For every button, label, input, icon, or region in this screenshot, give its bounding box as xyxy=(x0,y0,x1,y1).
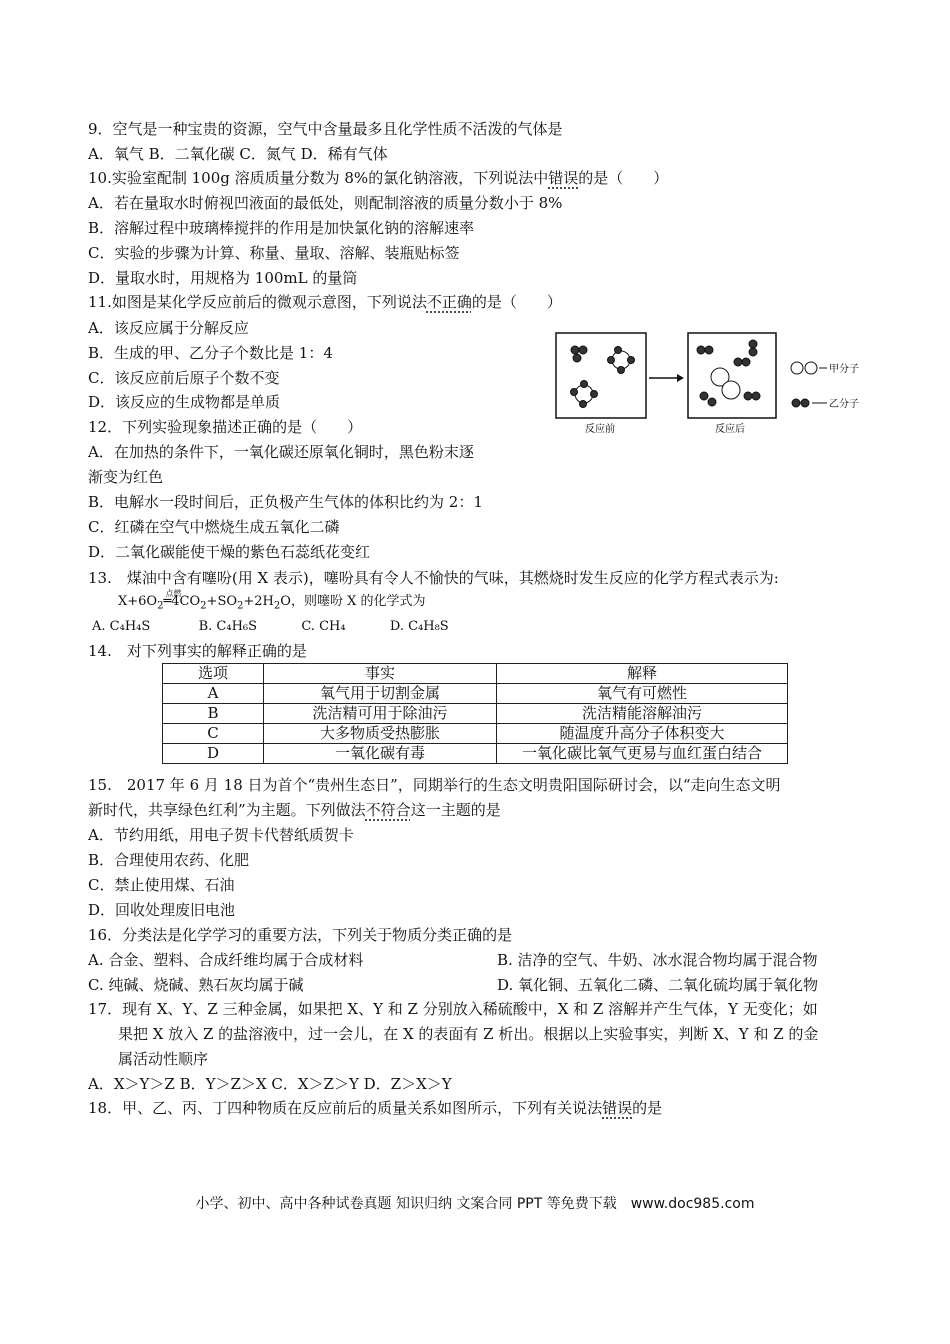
q9-stem: 9．空气是一种宝贵的资源，空气中含量最多且化学性质不活泼的气体是 xyxy=(88,120,563,138)
reaction-condition: 点燃 xyxy=(165,589,182,598)
q13-equation: $X+6O_2$ 点燃 $═4CO_2+SO_2+2H_2O$，则噻吩 X 的化学式为 xyxy=(118,592,425,617)
after-label: 反应后 xyxy=(715,424,745,435)
table-header: 事实 xyxy=(264,664,497,684)
q17-stem-line1: 17．现有 X、Y、Z 三种金属，如果把 X、Y 和 Z 分别放入稀硫酸中，X 和 Z 溶解并产生气体，Y 无变化；如 xyxy=(88,1000,818,1018)
q17-options: A．X＞Y＞Z B．Y＞Z＞X C．X＞Z＞Y D．Z＞X＞Y xyxy=(88,1075,452,1093)
page-footer: 小学、初中、高中各种试卷真题 知识归纳 文案合同 PPT 等免费下载 www.doc985.com xyxy=(195,1196,755,1212)
q12-option-c: C．红磷在空气中燃烧生成五氧化二磷 xyxy=(88,518,340,536)
table-header: 解释 xyxy=(497,664,788,684)
q12-option-d: D．二氧化碳能使干燥的紫色石蕊纸花变红 xyxy=(88,543,371,561)
table-header-row xyxy=(163,664,788,684)
q11-option-d: D．该反应的生成物都是单质 xyxy=(88,393,281,411)
q15-stem-line2: 新时代，共享绿色红利”为主题。下列做法不符合这一主题的是 xyxy=(88,801,501,819)
q14-table xyxy=(162,663,788,764)
q13-options: A. C₄H₄S B. C₄H₆S C. CH₄ D. C₄H₈S xyxy=(92,619,449,634)
q10-option-b: B．溶解过程中玻璃棒搅拌的作用是加快氯化钠的溶解速率 xyxy=(88,219,475,237)
emphasis: 错误 xyxy=(548,169,579,187)
before-label: 反应前 xyxy=(585,424,615,435)
q12-stem: 12．下列实验现象描述正确的是（ ） xyxy=(88,418,363,436)
q11-option-c: C．该反应前后原子个数不变 xyxy=(88,369,280,387)
q12-option-a-line2: 渐变为红色 xyxy=(88,468,164,486)
q18-stem: 18．甲、乙、丙、丁四种物质在反应前后的质量关系如图所示，下列有关说法错误的是 xyxy=(88,1099,663,1117)
q17-stem-line2: 果把 X 放入 Z 的盐溶液中，过一会儿，在 X 的表面有 Z 析出。根据以上实验事实，判断 X、Y 和 Z 的金 xyxy=(118,1025,819,1043)
q15-option-d: D．回收处理废旧电池 xyxy=(88,901,236,919)
q16-option-c: C. 纯碱、烧碱、熟石灰均属于碱 xyxy=(88,976,304,994)
q16-option-a: A. 合金、塑料、合成纤维均属于合成材料 xyxy=(88,951,364,969)
q15-option-c: C．禁止使用煤、石油 xyxy=(88,876,235,894)
table-row: B 洗洁精可用于除油污 洗洁精能溶解油污 xyxy=(163,704,788,724)
emphasis: 不正确 xyxy=(426,293,472,311)
q10-option-a: A．若在量取水时俯视凹液面的最低处，则配制溶液的质量分数小于 8% xyxy=(88,194,563,212)
table-row: D 一氧化碳有毒 一氧化碳比氧气更易与血红蛋白结合 xyxy=(163,744,788,764)
q12-option-a-line1: A．在加热的条件下，一氧化碳还原氧化铜时，黑色粉末逐 xyxy=(88,443,474,461)
q10-option-c: C．实验的步骤为计算、称量、量取、溶解、装瓶贴标签 xyxy=(88,244,460,262)
before-molecules xyxy=(571,346,635,408)
q16-stem: 16．分类法是化学学习的重要方法，下列关于物质分类正确的是 xyxy=(88,926,513,944)
legend-yi-icon xyxy=(792,399,800,407)
q15-option-a: A．节约用纸，用电子贺卡代替纸质贺卡 xyxy=(88,826,354,844)
table-row: C 大多物质受热膨胀 随温度升高分子体积变大 xyxy=(163,724,788,744)
q13-stem: 13. 煤油中含有噻吩(用 X 表示)，噻吩具有令人不愉快的气味，其燃烧时发生反应的化学方程式表示为: xyxy=(88,569,779,587)
emphasis: 不符合 xyxy=(365,801,411,819)
emphasis: 错误 xyxy=(602,1099,633,1117)
legend-yi-label: 乙分子 xyxy=(829,399,859,410)
q11-option-b: B．生成的甲、乙分子个数比是 1：4 xyxy=(88,344,333,362)
q17-stem-line3: 属活动性顺序 xyxy=(118,1050,209,1068)
q12-option-b: B．电解水一段时间后，正负极产生气体的体积比约为 2：1 xyxy=(88,493,483,511)
table-header: 选项 xyxy=(163,664,264,684)
q10-option-d: D．量取水时，用规格为 100mL 的量筒 xyxy=(88,269,358,287)
q15-stem-line1: 15. 2017 年 6 月 18 日为首个“贵州生态日”，同期举行的生态文明贵阳国际研讨会，以“走向生态文明 xyxy=(88,776,781,794)
q11-option-a: A．该反应属于分解反应 xyxy=(88,319,249,337)
reaction-micro-diagram xyxy=(553,330,883,436)
legend-jia-icon xyxy=(791,362,803,374)
q16-option-d: D. 氧化铜、五氧化二磷、二氧化硫均属于氧化物 xyxy=(497,976,819,994)
q11-stem: 11.如图是某化学反应前后的微观示意图，下列说法不正确的是（ ） xyxy=(88,293,562,311)
q16-option-b: B. 洁净的空气、牛奶、冰水混合物均属于混合物 xyxy=(497,951,818,969)
q9-options: A．氧气 B．二氧化碳 C．氮气 D．稀有气体 xyxy=(88,145,388,163)
q14-stem: 14. 对下列事实的解释正确的是 xyxy=(88,642,307,660)
q10-stem: 10.实验室配制 100g 溶质质量分数为 8%的氯化钠溶液，下列说法中错误的是（ ） xyxy=(88,169,669,187)
before-box xyxy=(556,333,646,418)
legend-jia-label: 甲分子 xyxy=(829,364,859,375)
q15-option-b: B．合理使用农药、化肥 xyxy=(88,851,250,869)
after-molecules xyxy=(697,340,760,406)
table-row: A 氧气用于切割金属 氧气有可燃性 xyxy=(163,684,788,704)
